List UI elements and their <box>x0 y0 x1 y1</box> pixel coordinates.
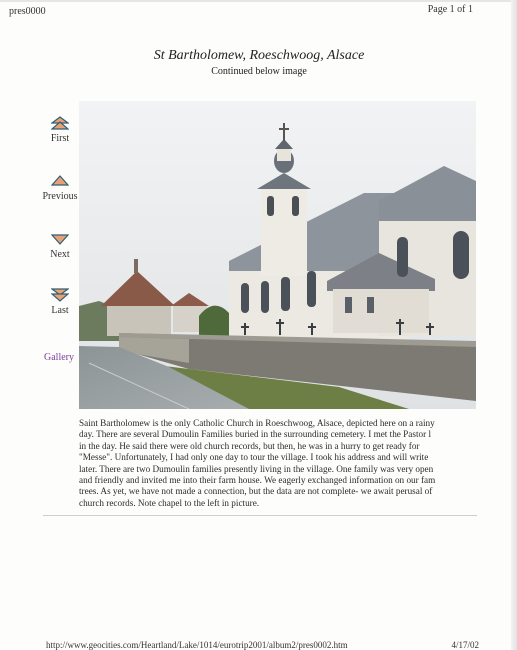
right-edge-shadow <box>511 0 517 650</box>
up-arrow-icon <box>51 174 69 188</box>
church-photo <box>79 101 476 409</box>
last-arrow-icon <box>51 288 69 302</box>
content-divider <box>43 515 477 516</box>
nav-last-label: Last <box>51 305 69 316</box>
footer-date: 4/17/02 <box>451 640 479 650</box>
page-title: St Bartholomew, Roeschwoog, Alsace <box>153 48 365 63</box>
description-line: in the day. He said there were old church records, but then, he was in a hurry to get ready for <box>79 440 420 451</box>
description-line: Saint Bartholomew is the only Catholic Church in Roeschwoog, Alsace, depicted here on a rainy <box>79 418 435 428</box>
description-line: trees. As yet, we have not made a connection, but the data are not complete- we await perusal of <box>79 486 433 497</box>
description-line: later. There are two Dumoulin families presently living in the village. One family was very open <box>79 463 434 474</box>
down-arrow-icon <box>51 232 69 246</box>
description-line: "Messe". Unfortunately, I had only one day to tour the village. I took his address and will write <box>79 452 429 463</box>
footer-url: http://www.geocities.com/Heartland/Lake/1014/eurotrip2001/album2/pres0002.htm <box>46 640 348 650</box>
description-line: church records. Note chapel to the left in picture. <box>79 497 260 508</box>
page-subtitle: Continued below image <box>211 66 307 77</box>
nav-first-label: First <box>50 133 70 144</box>
first-arrow-icon <box>51 116 69 130</box>
page-id: pres0000 <box>9 6 46 17</box>
gallery-link[interactable]: Gallery <box>44 352 74 363</box>
top-edge <box>0 0 517 2</box>
description-line: day. There are several Dumoulin Families buried in the surrounding cemetery. I met the Pastor l <box>79 429 431 440</box>
description-line: and friendly and invited me into their farm house. We eagerly exchanged information on our fam <box>79 475 436 486</box>
nav-next-label: Next <box>50 249 70 260</box>
nav-previous-label: Previous <box>42 191 78 202</box>
description <box>79 418 479 509</box>
page-count: Page 1 of 1 <box>427 4 473 15</box>
